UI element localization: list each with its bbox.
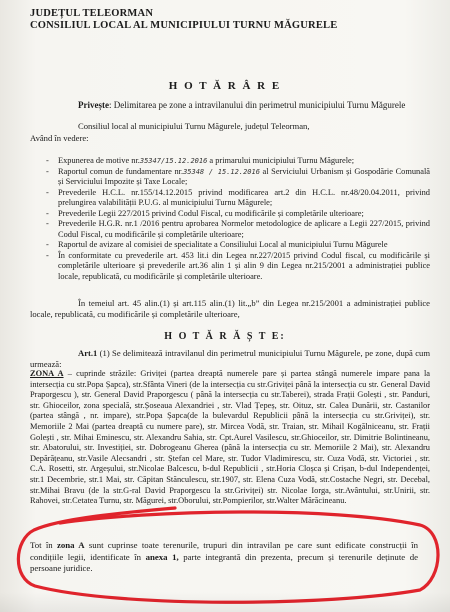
annex-ref: anexa 1, bbox=[145, 551, 179, 562]
consideration-item: - Prevederile H.C.L. nr.155/14.12.2015 privind modificarea art.2 din H.C.L. nr.48/20.04.2011, privind prelungirea valabilității P.U.G. al municipiului Turnu Măgurele; bbox=[44, 188, 430, 209]
handwritten-number: 35347/15.12.2016 bbox=[139, 157, 208, 165]
document-header bbox=[30, 8, 337, 32]
intro-line-1: Consiliul local al municipiului Turnu Măgurele, județul Teleorman, bbox=[78, 121, 310, 131]
subject-text: : Delimitarea pe zone a intravilanului din perimetrul municipiului Turnu Măgurele bbox=[108, 100, 406, 110]
county-name: JUDEȚUL TELEORMAN bbox=[30, 8, 154, 19]
consideration-item: - Raportul comun de fundamentare nr.35348 / 15.12.2016 al Serviciului Urbanism și Gospodărie Comunală și Serviciului Impozite și Taxe Locale; bbox=[44, 167, 430, 188]
zone-a-ref: zona A bbox=[56, 540, 85, 550]
council-name: CONSILIUL LOCAL AL MUNICIPIULUI TURNU MĂGURELE bbox=[30, 20, 338, 31]
intro-paragraph bbox=[30, 121, 430, 132]
document-subject bbox=[78, 100, 405, 110]
article-1-label: Art.1 bbox=[78, 348, 98, 358]
decides-heading: H O T Ă R Ă Ș T E: bbox=[164, 331, 286, 342]
consideration-item: - Raportul de avizare al comisiei de specialitate a Consiliului Local al municipiului Turnu Măgurele bbox=[44, 240, 430, 251]
document-title: H O T Ă R Â R E bbox=[168, 80, 282, 92]
consideration-item: - Prevederile Legii 227/2015 privind Codul Fiscal, cu modificările și completările ulterioare; bbox=[44, 209, 430, 220]
intro-having: Având în vedere: bbox=[30, 133, 89, 143]
zone-a-paragraph bbox=[30, 369, 430, 507]
legal-basis: În temeiul art. 45 alin.(1) și art.115 alin.(1) lit.„b” din Legea nr.215/2001 a administrației publice locale, republicată, cu modificările și completările ulterioare, bbox=[30, 298, 430, 320]
consideration-item: - Prevederile H.G.R. nr.1 /2016 pentru aprobarea Normelor metodologice de aplicare a Legii 227/2015, privind Codul Fiscal, cu modificările și completările ulterioare; bbox=[44, 219, 430, 240]
consideration-item: - În conformitate cu prevederile art. 453 lit.i din Legea nr.227/2015 privind Codul fiscal, cu modificările și completările ulterioare și prevederile art.36 alin 1 și alin 9 din Legea nr.215/2001 a administrației publice locale, republicată, cu modificările și completările ulterioare. bbox=[44, 251, 430, 283]
article-1 bbox=[30, 348, 430, 370]
page-shadow bbox=[0, 592, 450, 612]
article-1-text: (1) Se delimitează intravilanul din perimetrul municipiului Turnu Măgurele, pe zone, după cum urmează: bbox=[30, 348, 430, 370]
handwritten-number: 35348 / 15.12.2016 bbox=[183, 167, 260, 176]
zone-a-streets: – cuprinde străzile: Griviței (partea dreaptă numerele pare și partea stângă numerele impare pana la intersecția cu str.Popa Șapca), str.Sfânta Vineri (de la intersecția cu str.Griviței până la intersecția cu str. General David Praporgescu ), str. General David Praporgescu ( până la intersecția cu str.Taberei), strada Frații Golești , str. Panduri, str. Ghioceilor, zona specială, str.Șoseaua Alexandriei , str. Vlad Țepeș, str. Oituz, str. Calea Dunării, str. Castanilor (partea stângă , nr. impare), str.Popa Șapca(de la bulevardul Republicii până la intersecția cu str.Griviței), str. Memoriile 2 Mai (partea dreaptă cu numere pare), str. Mircea Vodă, str. Traian, str. Mihail Kogălniceanu, str. Frații Golești , str. Mihai Eminescu, str. Alexandru Sahia, str. Cpt.Aurel Vasilescu, str.Ghioceilor, str. Dimitrie Bolintineanu, str. Abatorului, str. Investiției, str. Dobrogeanu Gherea (până la intersecția cu str. Memoriile 2 Mai), str. Alexandru Depărățeanu, str.Vasile Alecsandri , str. Ștefan cel Mare, str. Tudor Vladimirescu, str. Cuza Vodă, str. Victoriei , str. C.A. Rosetti, str. Argeșului, str.Nicolae Balcescu, b-dul Republicii , str.Horia Cloșca și Crișan, b-dul Independenței, str.1 Decembrie, str.1 Mai, str. Căpitan Stănculescu, str.1907, str. Elena Cuza Vodă, str.Costache Negri, str. Decebal, str.Mihai Bravu (de la str.G-ral David Praporgescu la str.Griviței) str. Nicolae Iorga, str.Avântului, str.Unirii, str. Rahovei, str.Cetatea Turnu, str. Măgurei, str.Oborului, str.Pompierilor, str.Walter Mărăcineanu. bbox=[30, 369, 430, 506]
final-paragraph: Tot în zona A sunt cuprinse toate terenurile, trupuri din intravilan pe care sunt edificate construcții în condițiile legii, identificate în anexa 1, parte integrantă din prezenta, precum și terenurile deținute de persoane juridice. bbox=[30, 540, 419, 574]
zone-a-label: ZONA A bbox=[30, 369, 64, 378]
consideration-item: - Expunerea de motive nr.35347/15.12.2016 a primarului municipiului Turnu Măgurele; bbox=[44, 156, 430, 167]
considerations-list bbox=[44, 156, 430, 282]
subject-label: Privește bbox=[78, 100, 109, 110]
